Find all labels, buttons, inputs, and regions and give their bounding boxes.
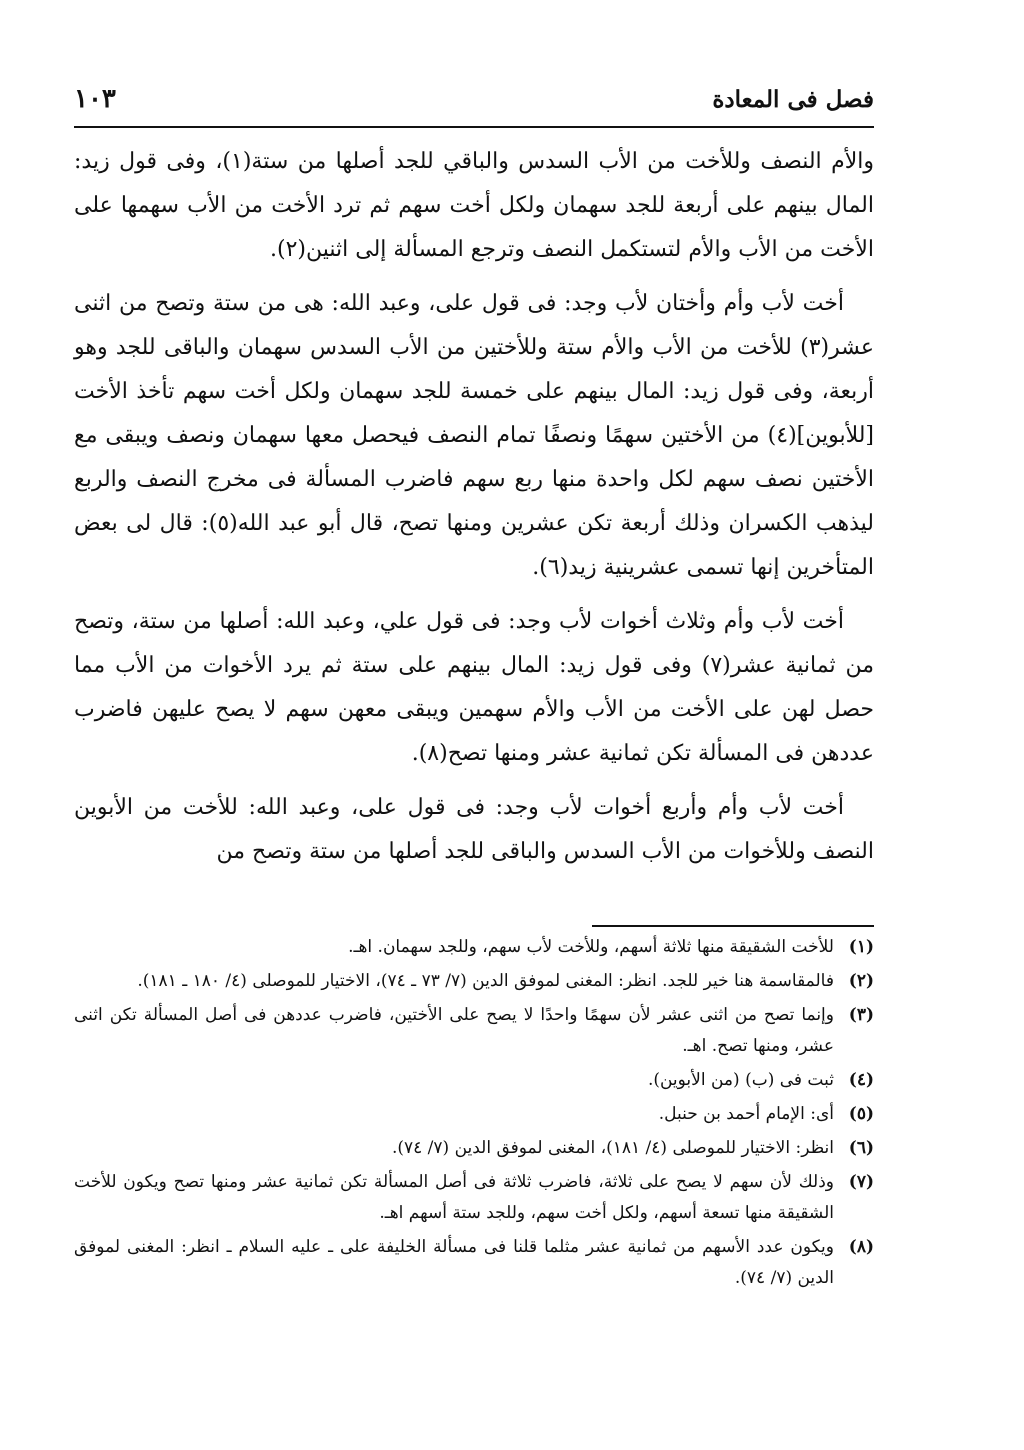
footnote-separator — [592, 925, 874, 927]
footnote-number: (٧) — [848, 1172, 874, 1192]
footnote-number: (٢) — [848, 971, 874, 991]
footnote-text: أى: الإمام أحمد بن حنبل. — [658, 1104, 834, 1124]
paragraph: أخت لأب وأم وثلاث أخوات لأب وجد: فى قول علي، وعبد الله: أصلها من ستة، وتصح من ثمانية عشر(٧) وفى قول زيد: المال بينهم على ستة ثم يرد الأخوات من الأب مما حصل لهن على الأخت من الأب والأم سهمين ويبقى معهن سهم لا يصح عليهن فاضرب عددهن فى المسألة تكن ثمانية عشر ومنها تصح(٨). — [74, 609, 874, 766]
footnote-text: فالمقاسمة هنا خير للجد. انظر: المغنى لموفق الدين (٧/ ٧٣ ـ ٧٤)، الاختيار للموصلى (٤/ ١٨٠ ـ ١٨١). — [137, 971, 834, 991]
paragraph: والأم النصف وللأخت من الأب السدس والباقي للجد أصلها من ستة(١)، وفى قول زيد: المال بينهم على أربعة للجد سهمان ولكل أخت سهم ثم ترد الأخت من الأب سهمها على الأخت من الأب والأم لتستكمل النصف وترجع المسألة إلى اثنين(٢). — [74, 149, 874, 262]
footnote-number: (٣) — [848, 1005, 874, 1025]
footnote — [74, 932, 874, 963]
running-title: فصل فى المعادة — [712, 86, 874, 113]
footnote — [74, 1099, 874, 1130]
paragraph: أخت لأب وأم وأربع أخوات لأب وجد: فى قول على، وعبد الله: للأخت من الأبوين النصف وللأخوات من الأب السدس والباقى للجد أصلها من ستة وتصح من — [74, 795, 874, 864]
footnote-text: وإنما تصح من اثنى عشر لأن سهمًا واحدًا لا يصح على الأختين، فاضرب عددهن فى أصل المسألة تكن اثنى عشر، ومنها تصح. اهـ. — [74, 1005, 834, 1056]
footnote-text: انظر: الاختيار للموصلى (٤/ ١٨١)، المغنى لموفق الدين (٧/ ٧٤). — [391, 1138, 834, 1158]
main-text — [74, 140, 874, 884]
footnote-number: (٨) — [848, 1237, 874, 1257]
page-number: ١٠٣ — [74, 84, 116, 114]
footnote — [74, 1000, 874, 1062]
footnotes — [74, 932, 874, 1297]
footnote-text: للأخت الشقيقة منها ثلاثة أسهم، وللأخت لأب سهم، وللجد سهمان. اهـ. — [348, 937, 834, 957]
paragraph: أخت لأب وأم وأختان لأب وجد: فى قول على، وعبد الله: هى من ستة وتصح من اثنى عشر(٣) للأخت من الأب والأم ستة وللأختين من الأب السدس سهمان والباقى للجد وهو أربعة، وفى قول زيد: المال بينهم على خمسة للجد سهمان ولكل أخت سهم تأخذ الأخت [للأبوين](٤) من الأختين سهمًا ونصفًا تمام النصف فيحصل معها سهمان ونصف ويبقى مع الأختين نصف سهم لكل واحدة منها ربع سهم فاضرب المسألة فى مخرج النصف والربع ليذهب الكسران وذلك أربعة تكن عشرين ومنها تصح، قال أبو عبد الله(٥): قال لى بعض المتأخرين إنها تسمى عشرينية زيد(٦). — [74, 291, 874, 580]
footnote — [74, 1133, 874, 1164]
footnote-text: ثبت فى (ب) (من الأبوين). — [647, 1070, 834, 1090]
footnote-text: ويكون عدد الأسهم من ثمانية عشر مثلما قلنا فى مسألة الخليفة على ـ عليه السلام ـ انظر: المغنى لموفق الدين (٧/ ٧٤). — [74, 1237, 834, 1288]
footnote — [74, 1232, 874, 1294]
footnote-number: (٦) — [848, 1138, 874, 1158]
footnote-number: (٤) — [848, 1070, 874, 1090]
footnote-number: (٥) — [848, 1104, 874, 1124]
footnote — [74, 1167, 874, 1229]
footnote-number: (١) — [848, 937, 874, 957]
page-header — [74, 80, 874, 128]
footnote — [74, 966, 874, 997]
footnote-text: وذلك لأن سهم لا يصح على ثلاثة، فاضرب ثلاثة فى أصل المسألة تكن ثمانية عشر ومنها تصح ويكون للأخت الشقيقة منها تسعة أسهم، ولكل أخت سهم، وللجد ستة أسهم اهـ. — [74, 1172, 834, 1223]
footnote — [74, 1065, 874, 1096]
